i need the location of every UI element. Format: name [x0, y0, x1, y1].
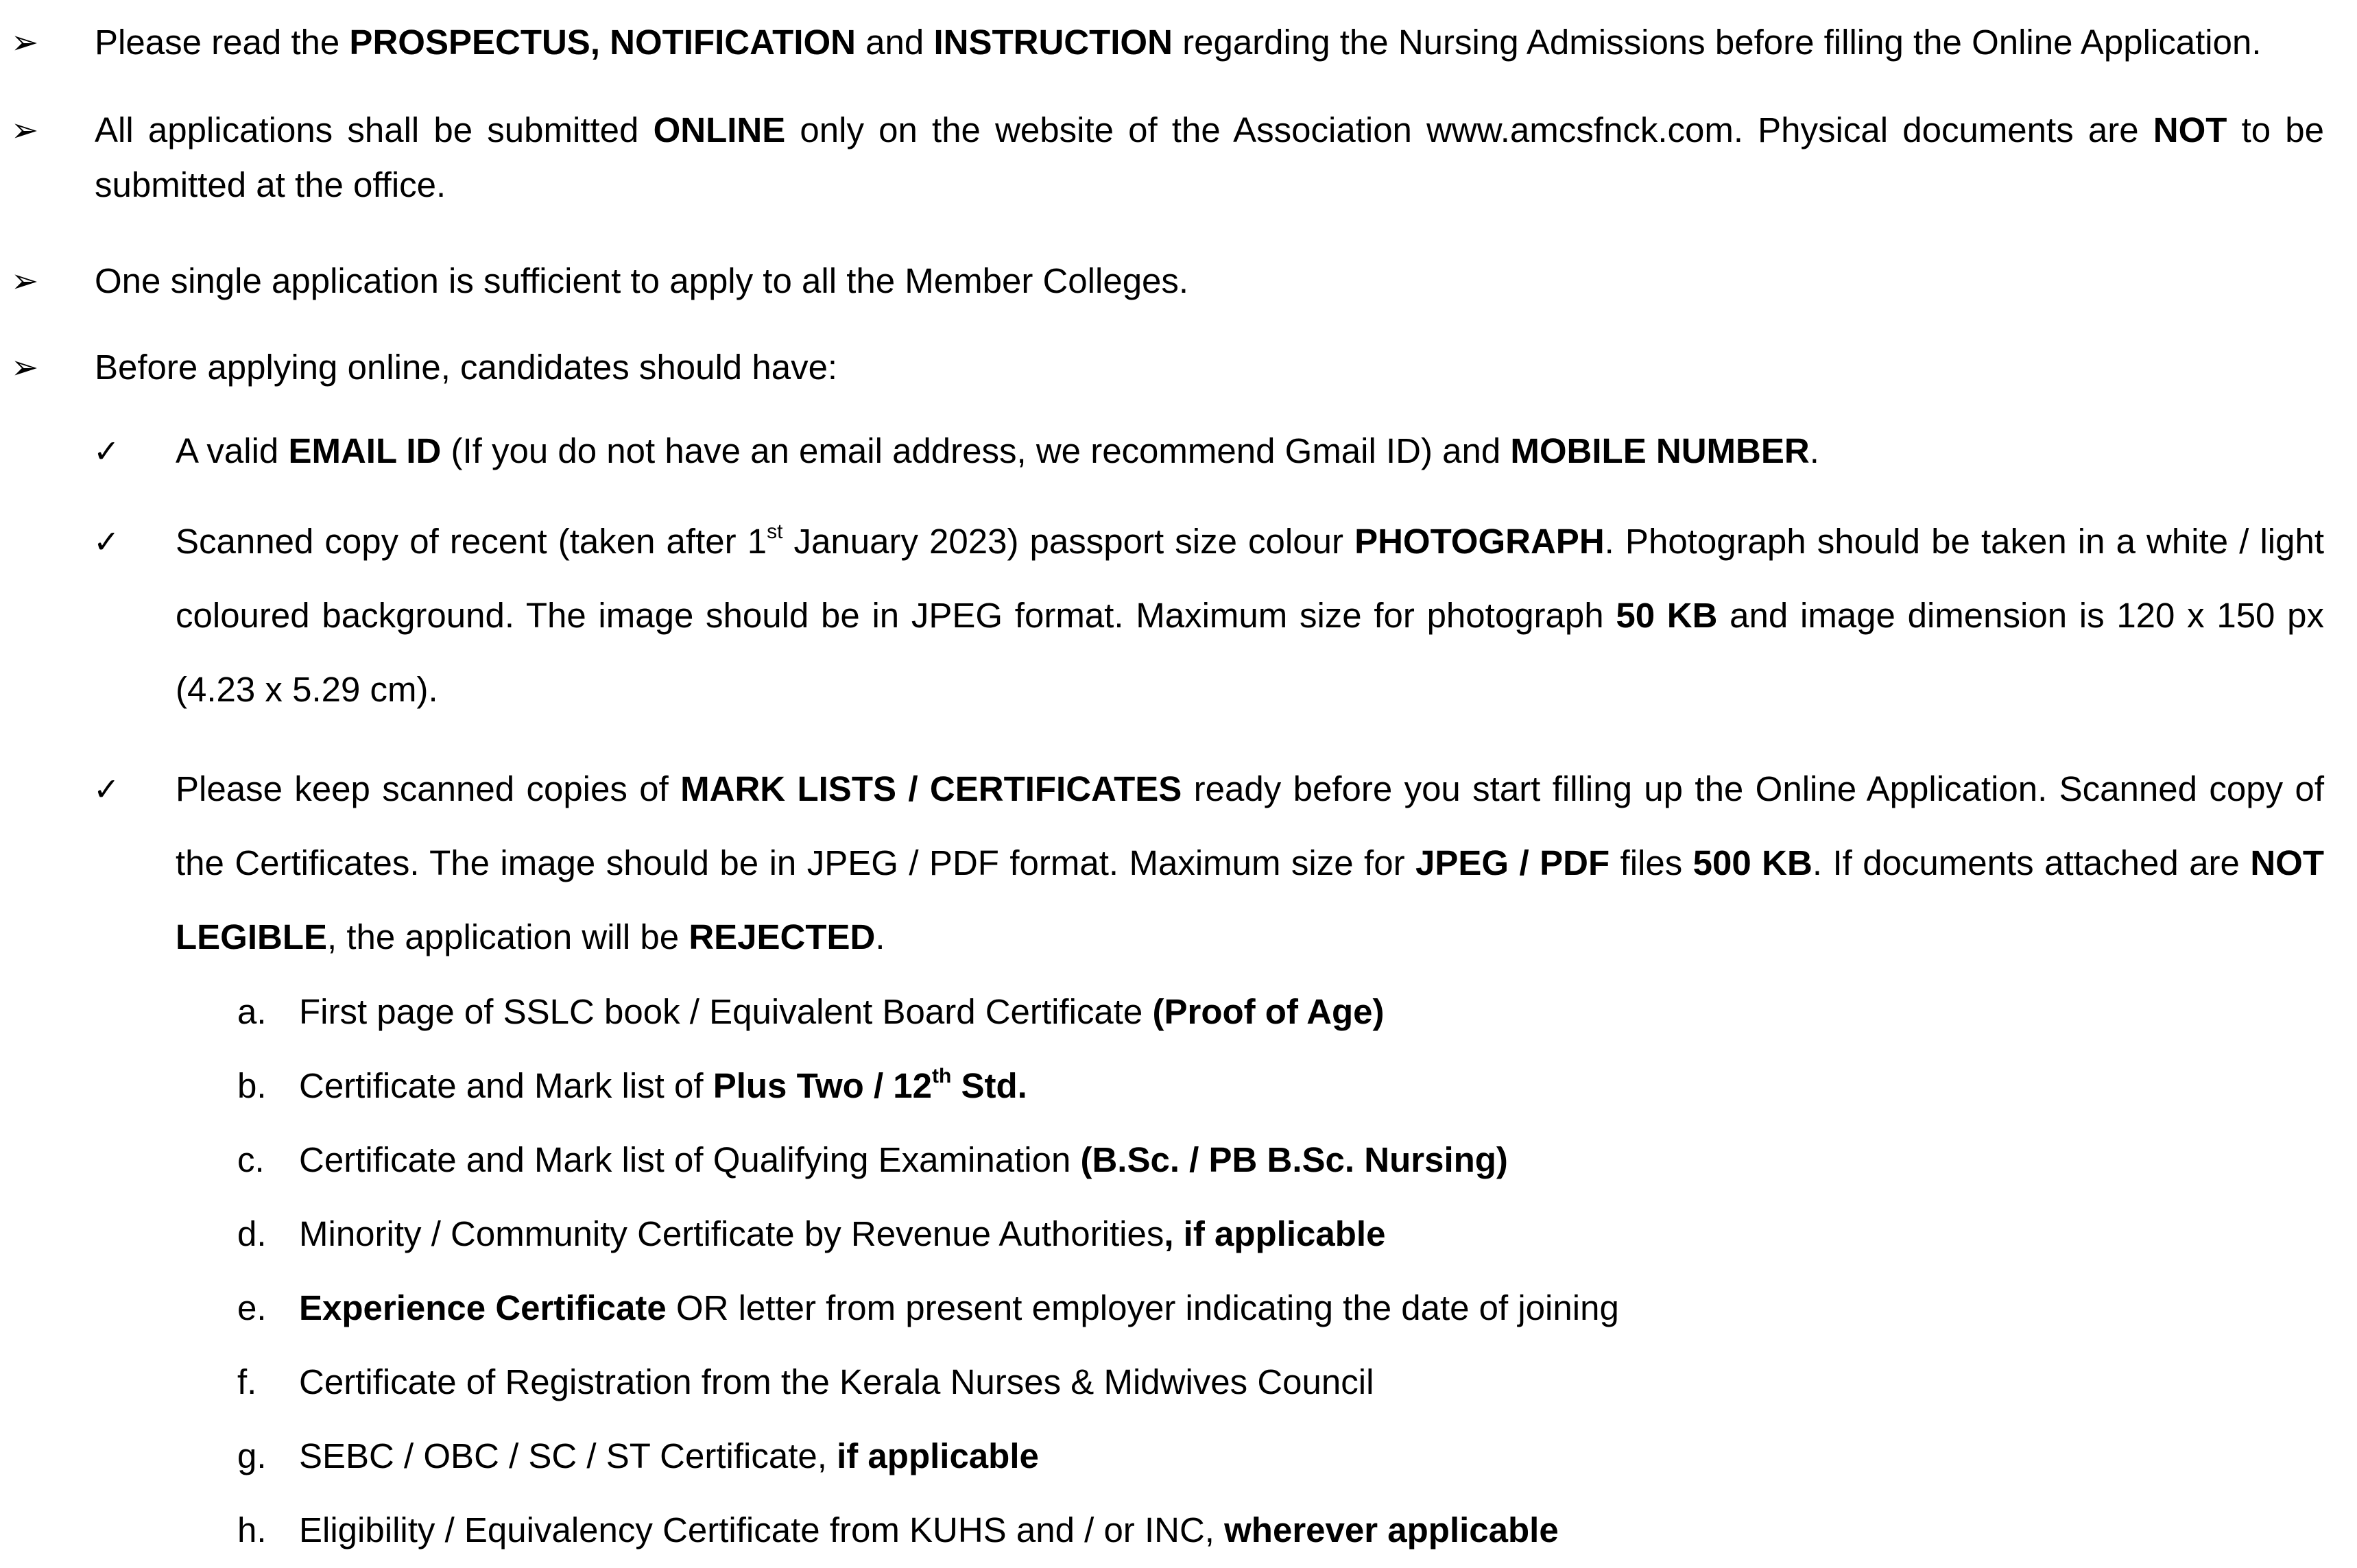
list-letter: e. — [237, 1288, 267, 1327]
text-run: if applicable — [837, 1436, 1039, 1475]
list-letter: b. — [237, 1066, 267, 1105]
text-run: Please keep scanned copies of — [176, 769, 681, 808]
text-run: MARK LISTS / CERTIFICATES — [680, 769, 1182, 808]
text-run: INSTRUCTION — [933, 23, 1173, 62]
text-run: NOT LEGIBLE — [176, 843, 2324, 956]
text-run: (B.Sc. / PB B.Sc. Nursing) — [1080, 1140, 1508, 1179]
arrow-bullet-icon: ➢ — [11, 348, 39, 387]
text-run: First page of SSLC book / Equivalent Board Certificate — [299, 992, 1153, 1031]
text-run: . Photograph should be taken in a white / light coloured background. The image should be in JPEG format. Maximum size for photograph — [176, 522, 2325, 635]
text-run: ONLINE — [653, 110, 786, 149]
text-run: JPEG / PDF — [1415, 843, 1610, 882]
text-run: EMAIL ID — [288, 431, 442, 470]
text-run: NOT — [2153, 110, 2227, 149]
document-text — [299, 985, 2324, 1039]
bullet-text — [95, 103, 2324, 213]
bullet-text — [95, 340, 2324, 395]
arrow-bullet-icon: ➢ — [11, 262, 39, 300]
text-run: PROSPECTUS, NOTIFICATION — [349, 23, 857, 62]
text-run: Minority / Community Certificate by Revenue Authorities — [299, 1214, 1164, 1253]
document-text — [299, 1281, 2324, 1336]
check-text — [176, 505, 2324, 727]
text-run: . — [1809, 431, 1819, 470]
text-run: only on the website of the Association www.amcsfnck.com. Physical documents are — [785, 110, 2153, 149]
text-run: . If documents attached are — [1812, 843, 2251, 882]
bullet-text — [95, 254, 2324, 309]
text-run: Certificate of Registration from the Kerala Nurses & Midwives Council — [299, 1362, 1374, 1401]
text-run: REJECTED — [689, 917, 876, 956]
text-run: th — [932, 1065, 952, 1087]
document-text — [299, 1133, 2324, 1187]
check-mark-icon: ✓ — [93, 771, 120, 808]
text-run: A valid — [176, 431, 289, 470]
list-letter: f. — [237, 1362, 257, 1401]
text-run: , if applicable — [1164, 1214, 1386, 1253]
text-run: Plus Two / 12 — [713, 1066, 933, 1105]
text-run: to be submitted at the office. — [95, 110, 2324, 204]
text-run: Std. — [951, 1066, 1027, 1105]
text-run: One single application is sufficient to apply to all the Member Colleges. — [95, 261, 1189, 300]
text-run: January 2023) passport size colour — [782, 522, 1355, 561]
list-letter: a. — [237, 992, 267, 1031]
text-run: Before applying online, candidates should have: — [95, 348, 838, 387]
text-run: files — [1610, 843, 1693, 882]
check-text — [176, 424, 2324, 479]
document-text — [299, 1207, 2324, 1262]
text-run: All applications shall be submitted — [95, 110, 654, 149]
text-run: (If you do not have an email address, we recommend Gmail ID) and — [441, 431, 1511, 470]
text-run: wherever applicable — [1224, 1510, 1559, 1549]
list-letter: h. — [237, 1510, 267, 1549]
check-mark-icon: ✓ — [93, 433, 120, 470]
list-letter: d. — [237, 1214, 267, 1253]
text-run: OR letter from present employer indicating the date of joining — [666, 1288, 1619, 1327]
text-run: Certificate and Mark list of — [299, 1066, 713, 1105]
text-run: (Proof of Age) — [1152, 992, 1385, 1031]
text-run: SEBC / OBC / SC / ST Certificate, — [299, 1436, 837, 1475]
arrow-bullet-icon: ➢ — [11, 111, 39, 149]
text-run: st — [767, 520, 783, 543]
text-run: regarding the Nursing Admissions before filling the Online Application. — [1172, 23, 2262, 62]
text-run: Please read the — [95, 23, 350, 62]
list-letter: g. — [237, 1436, 267, 1475]
text-run: and image dimension is 120 x 150 px (4.23 x 5.29 cm). — [176, 596, 2325, 709]
text-run: Experience Certificate — [299, 1288, 667, 1327]
text-run: PHOTOGRAPH — [1354, 522, 1605, 561]
text-run: and — [856, 23, 934, 62]
text-run: MOBILE NUMBER — [1510, 431, 1810, 470]
check-text — [176, 752, 2324, 974]
text-run: , the application will be — [327, 917, 689, 956]
text-run: Eligibility / Equivalency Certificate from KUHS and / or INC, — [299, 1510, 1225, 1549]
check-mark-icon: ✓ — [93, 523, 120, 560]
bullet-text — [95, 15, 2324, 70]
text-run: 500 KB — [1692, 843, 1812, 882]
text-run: 50 KB — [1616, 596, 1718, 635]
text-run: Scanned copy of recent (taken after 1 — [176, 522, 767, 561]
document-text — [299, 1429, 2324, 1484]
arrow-bullet-icon: ➢ — [11, 23, 39, 62]
document-text — [299, 1355, 2324, 1410]
document-text — [299, 1059, 2324, 1113]
list-letter: c. — [237, 1140, 265, 1179]
text-run: . — [875, 917, 885, 956]
document-text — [299, 1503, 2324, 1558]
text-run: ready before you start filling up the Online Application. Scanned copy of the Certificates. The image should be in JPEG / PDF format. Maximum size for — [176, 769, 2324, 882]
text-run: Certificate and Mark list of Qualifying Examination — [299, 1140, 1081, 1179]
